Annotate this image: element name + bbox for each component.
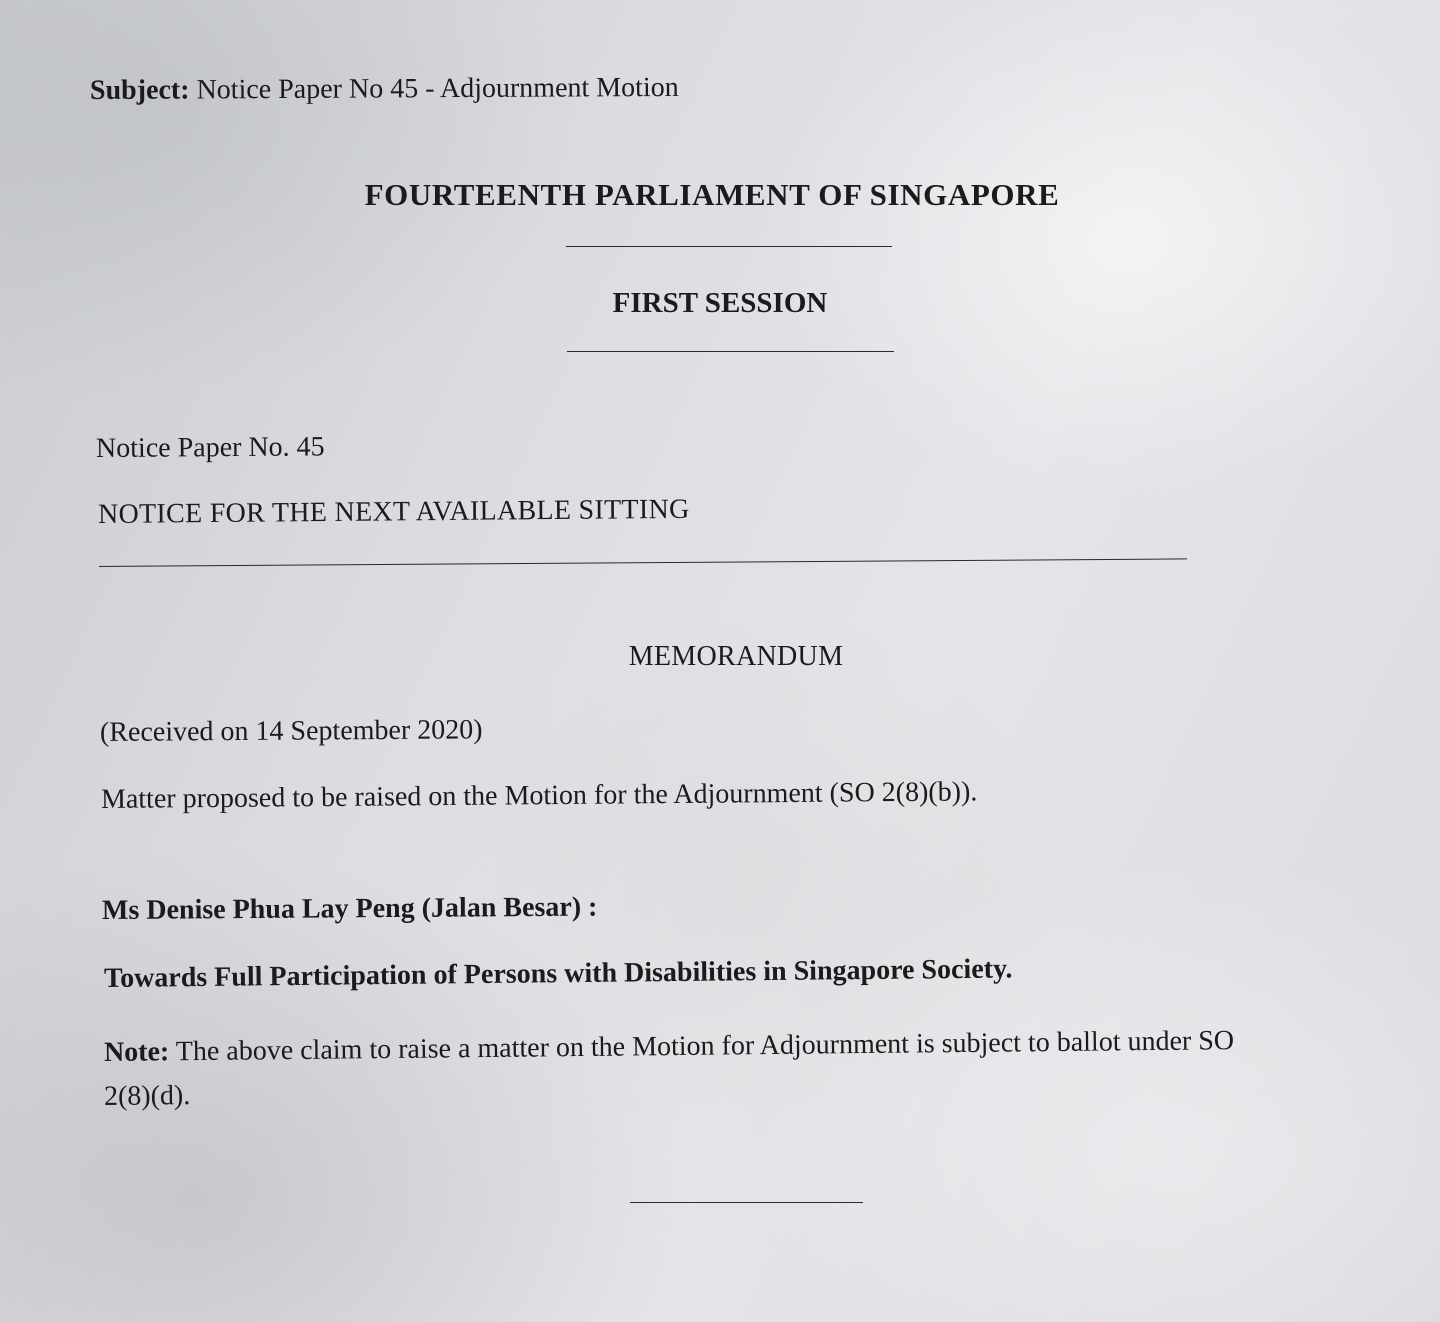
note-label: Note:: [103, 1036, 170, 1068]
parliament-title: FOURTEENTH PARLIAMENT OF SINGAPORE: [364, 177, 1060, 212]
subject-label: Subject:: [89, 74, 190, 106]
member-name: Ms Denise Phua Lay Peng (Jalan Besar) :: [101, 891, 598, 926]
note-line-1: [104, 1024, 1234, 1070]
note-text-1: The above claim to raise a matter on the Motion for Adjournment is subject to ballot under SO: [175, 1025, 1235, 1068]
divider-bottom: [630, 1202, 863, 1203]
notice-paper-number: Notice Paper No. 45: [95, 431, 325, 464]
notice-sitting: NOTICE FOR THE NEXT AVAILABLE SITTING: [97, 493, 690, 530]
divider-session: [567, 351, 894, 352]
memorandum-heading: MEMORANDUM: [628, 641, 844, 672]
received-date: (Received on 14 September 2020): [99, 714, 483, 748]
session-title: FIRST SESSION: [612, 287, 828, 319]
motion-title: Towards Full Participation of Persons with Disabilities in Singapore Society.: [103, 953, 1013, 994]
divider-top: [566, 246, 892, 247]
subject-text: Notice Paper No 45 - Adjournment Motion: [196, 71, 679, 106]
note-line-2: 2(8)(d).: [103, 1080, 191, 1112]
matter-proposed: Matter proposed to be raised on the Motion for the Adjournment (SO 2(8)(b)).: [100, 776, 978, 815]
divider-long: [99, 558, 1187, 567]
subject-line: [90, 71, 679, 108]
